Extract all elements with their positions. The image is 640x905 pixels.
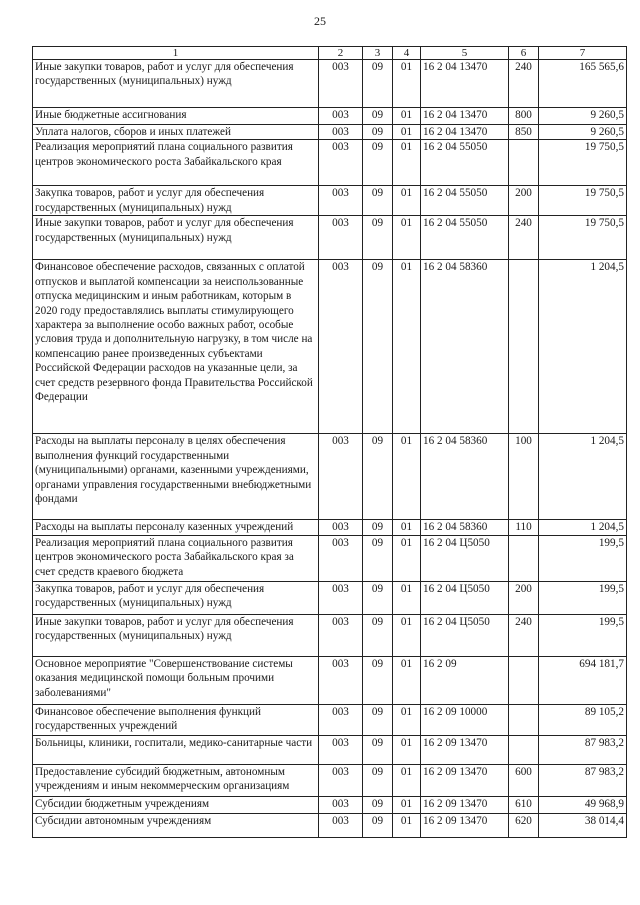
section-code-cell: 09 — [363, 735, 393, 764]
ministry-code-cell: 003 — [319, 535, 363, 581]
expense-type-cell — [509, 735, 539, 764]
expense-type-cell: 110 — [509, 520, 539, 535]
row-name-cell: Расходы на выплаты персоналу в целях обеспечения выполнения функций государственными (муниципальными) органами, казенными учреждениями, органами управления государственными внебюджетными фондами — [33, 434, 319, 520]
table-body — [33, 60, 627, 838]
expense-type-cell: 850 — [509, 125, 539, 140]
target-article-cell: 16 2 04 13470 — [421, 108, 509, 125]
table-row — [33, 581, 627, 614]
section-code-cell: 09 — [363, 186, 393, 216]
table-row — [33, 813, 627, 837]
subsection-code-cell: 01 — [393, 735, 421, 764]
ministry-code-cell: 003 — [319, 520, 363, 535]
amount-cell: 9 260,5 — [539, 108, 627, 125]
column-header: 3 — [363, 47, 393, 60]
column-header: 2 — [319, 47, 363, 60]
ministry-code-cell: 003 — [319, 704, 363, 735]
subsection-code-cell: 01 — [393, 704, 421, 735]
expense-type-cell: 600 — [509, 764, 539, 796]
expense-type-cell — [509, 535, 539, 581]
row-name-cell: Иные закупки товаров, работ и услуг для обеспечения государственных (муниципальных) нужд — [33, 60, 319, 108]
expense-type-cell — [509, 656, 539, 704]
row-name-cell: Иные закупки товаров, работ и услуг для обеспечения государственных (муниципальных) нужд — [33, 216, 319, 260]
amount-cell: 694 181,7 — [539, 656, 627, 704]
table-row — [33, 125, 627, 140]
expense-type-cell: 240 — [509, 216, 539, 260]
target-article-cell: 16 2 09 10000 — [421, 704, 509, 735]
ministry-code-cell: 003 — [319, 186, 363, 216]
ministry-code-cell: 003 — [319, 614, 363, 656]
section-code-cell: 09 — [363, 60, 393, 108]
amount-cell: 89 105,2 — [539, 704, 627, 735]
amount-cell: 199,5 — [539, 535, 627, 581]
expense-type-cell: 100 — [509, 434, 539, 520]
target-article-cell: 16 2 04 13470 — [421, 125, 509, 140]
row-name-cell: Уплата налогов, сборов и иных платежей — [33, 125, 319, 140]
section-code-cell: 09 — [363, 140, 393, 186]
expense-type-cell: 240 — [509, 60, 539, 108]
row-name-cell: Основное мероприятие "Совершенствование системы оказания медицинской помощи больным прочими заболеваниями" — [33, 656, 319, 704]
expense-type-cell — [509, 260, 539, 434]
section-code-cell: 09 — [363, 581, 393, 614]
section-code-cell: 09 — [363, 520, 393, 535]
ministry-code-cell: 003 — [319, 60, 363, 108]
subsection-code-cell: 01 — [393, 216, 421, 260]
amount-cell: 199,5 — [539, 581, 627, 614]
column-header: 7 — [539, 47, 627, 60]
ministry-code-cell: 003 — [319, 796, 363, 813]
ministry-code-cell: 003 — [319, 125, 363, 140]
column-header: 1 — [33, 47, 319, 60]
expense-type-cell: 240 — [509, 614, 539, 656]
target-article-cell: 16 2 04 Ц5050 — [421, 535, 509, 581]
table-row — [33, 140, 627, 186]
column-header: 6 — [509, 47, 539, 60]
table-row — [33, 186, 627, 216]
subsection-code-cell: 01 — [393, 656, 421, 704]
row-name-cell: Закупка товаров, работ и услуг для обеспечения государственных (муниципальных) нужд — [33, 581, 319, 614]
target-article-cell: 16 2 09 13470 — [421, 764, 509, 796]
expense-type-cell: 200 — [509, 581, 539, 614]
row-name-cell: Больницы, клиники, госпитали, медико-санитарные части — [33, 735, 319, 764]
target-article-cell: 16 2 09 13470 — [421, 735, 509, 764]
expense-type-cell: 200 — [509, 186, 539, 216]
table-row — [33, 260, 627, 434]
section-code-cell: 09 — [363, 656, 393, 704]
subsection-code-cell: 01 — [393, 434, 421, 520]
amount-cell: 49 968,9 — [539, 796, 627, 813]
table-row — [33, 108, 627, 125]
expense-type-cell — [509, 704, 539, 735]
row-name-cell: Иные закупки товаров, работ и услуг для обеспечения государственных (муниципальных) нужд — [33, 614, 319, 656]
subsection-code-cell: 01 — [393, 186, 421, 216]
section-code-cell: 09 — [363, 125, 393, 140]
subsection-code-cell: 01 — [393, 60, 421, 108]
row-name-cell: Субсидии автономным учреждениям — [33, 813, 319, 837]
row-name-cell: Иные бюджетные ассигнования — [33, 108, 319, 125]
table-row — [33, 535, 627, 581]
target-article-cell: 16 2 09 — [421, 656, 509, 704]
ministry-code-cell: 003 — [319, 260, 363, 434]
ministry-code-cell: 003 — [319, 108, 363, 125]
ministry-code-cell: 003 — [319, 581, 363, 614]
column-header: 4 — [393, 47, 421, 60]
section-code-cell: 09 — [363, 764, 393, 796]
subsection-code-cell: 01 — [393, 108, 421, 125]
subsection-code-cell: 01 — [393, 581, 421, 614]
table-row — [33, 735, 627, 764]
amount-cell: 19 750,5 — [539, 216, 627, 260]
ministry-code-cell: 003 — [319, 216, 363, 260]
amount-cell: 38 014,4 — [539, 813, 627, 837]
table-row — [33, 704, 627, 735]
ministry-code-cell: 003 — [319, 656, 363, 704]
column-header: 5 — [421, 47, 509, 60]
ministry-code-cell: 003 — [319, 140, 363, 186]
subsection-code-cell: 01 — [393, 764, 421, 796]
ministry-code-cell: 003 — [319, 813, 363, 837]
amount-cell: 9 260,5 — [539, 125, 627, 140]
expense-type-cell: 620 — [509, 813, 539, 837]
amount-cell: 87 983,2 — [539, 735, 627, 764]
row-name-cell: Финансовое обеспечение расходов, связанных с оплатой отпусков и выплатой компенсации за неиспользованные отпуска медицинским и иным работникам, которым в 2020 году предоставлялись выплаты стимулирующего характера за выполнение особо важных работ, особые условия труда и дополнительную нагрузку, в том числе на компенсацию ранее произведенных субъектами Российской Федерации расходов на указанные цели, за счет средств резервного фонда Правительства Российской Федерации — [33, 260, 319, 434]
section-code-cell: 09 — [363, 535, 393, 581]
amount-cell: 1 204,5 — [539, 434, 627, 520]
table-row — [33, 614, 627, 656]
expense-type-cell — [509, 140, 539, 186]
subsection-code-cell: 01 — [393, 614, 421, 656]
target-article-cell: 16 2 04 58360 — [421, 434, 509, 520]
section-code-cell: 09 — [363, 260, 393, 434]
table-row — [33, 520, 627, 535]
target-article-cell: 16 2 04 13470 — [421, 60, 509, 108]
subsection-code-cell: 01 — [393, 125, 421, 140]
subsection-code-cell: 01 — [393, 796, 421, 813]
target-article-cell: 16 2 04 Ц5050 — [421, 581, 509, 614]
target-article-cell: 16 2 04 55050 — [421, 216, 509, 260]
target-article-cell: 16 2 04 Ц5050 — [421, 614, 509, 656]
budget-table — [32, 46, 627, 838]
ministry-code-cell: 003 — [319, 764, 363, 796]
section-code-cell: 09 — [363, 434, 393, 520]
amount-cell: 165 565,6 — [539, 60, 627, 108]
section-code-cell: 09 — [363, 108, 393, 125]
table-row — [33, 216, 627, 260]
subsection-code-cell: 01 — [393, 520, 421, 535]
table-row — [33, 60, 627, 108]
amount-cell: 1 204,5 — [539, 260, 627, 434]
amount-cell: 1 204,5 — [539, 520, 627, 535]
section-code-cell: 09 — [363, 704, 393, 735]
section-code-cell: 09 — [363, 813, 393, 837]
row-name-cell: Финансовое обеспечение выполнения функций государственных учреждений — [33, 704, 319, 735]
row-name-cell: Реализация мероприятий плана социального развития центров экономического роста Забайкальского края — [33, 140, 319, 186]
amount-cell: 19 750,5 — [539, 140, 627, 186]
expense-type-cell: 610 — [509, 796, 539, 813]
target-article-cell: 16 2 04 55050 — [421, 186, 509, 216]
expense-type-cell: 800 — [509, 108, 539, 125]
column-header-row — [33, 47, 627, 60]
page-number: 25 — [314, 14, 326, 28]
subsection-code-cell: 01 — [393, 813, 421, 837]
table-row — [33, 764, 627, 796]
row-name-cell: Расходы на выплаты персоналу казенных учреждений — [33, 520, 319, 535]
table-row — [33, 656, 627, 704]
target-article-cell: 16 2 04 58360 — [421, 260, 509, 434]
row-name-cell: Субсидии бюджетным учреждениям — [33, 796, 319, 813]
table-row — [33, 434, 627, 520]
subsection-code-cell: 01 — [393, 260, 421, 434]
amount-cell: 199,5 — [539, 614, 627, 656]
target-article-cell: 16 2 04 55050 — [421, 140, 509, 186]
section-code-cell: 09 — [363, 216, 393, 260]
target-article-cell: 16 2 04 58360 — [421, 520, 509, 535]
subsection-code-cell: 01 — [393, 535, 421, 581]
amount-cell: 87 983,2 — [539, 764, 627, 796]
table-row — [33, 796, 627, 813]
subsection-code-cell: 01 — [393, 140, 421, 186]
target-article-cell: 16 2 09 13470 — [421, 813, 509, 837]
target-article-cell: 16 2 09 13470 — [421, 796, 509, 813]
ministry-code-cell: 003 — [319, 735, 363, 764]
section-code-cell: 09 — [363, 796, 393, 813]
section-code-cell: 09 — [363, 614, 393, 656]
amount-cell: 19 750,5 — [539, 186, 627, 216]
ministry-code-cell: 003 — [319, 434, 363, 520]
row-name-cell: Предоставление субсидий бюджетным, автономным учреждениям и иным некоммерческим организациям — [33, 764, 319, 796]
row-name-cell: Закупка товаров, работ и услуг для обеспечения государственных (муниципальных) нужд — [33, 186, 319, 216]
row-name-cell: Реализация мероприятий плана социального развития центров экономического роста Забайкальского края за счет средств краевого бюджета — [33, 535, 319, 581]
